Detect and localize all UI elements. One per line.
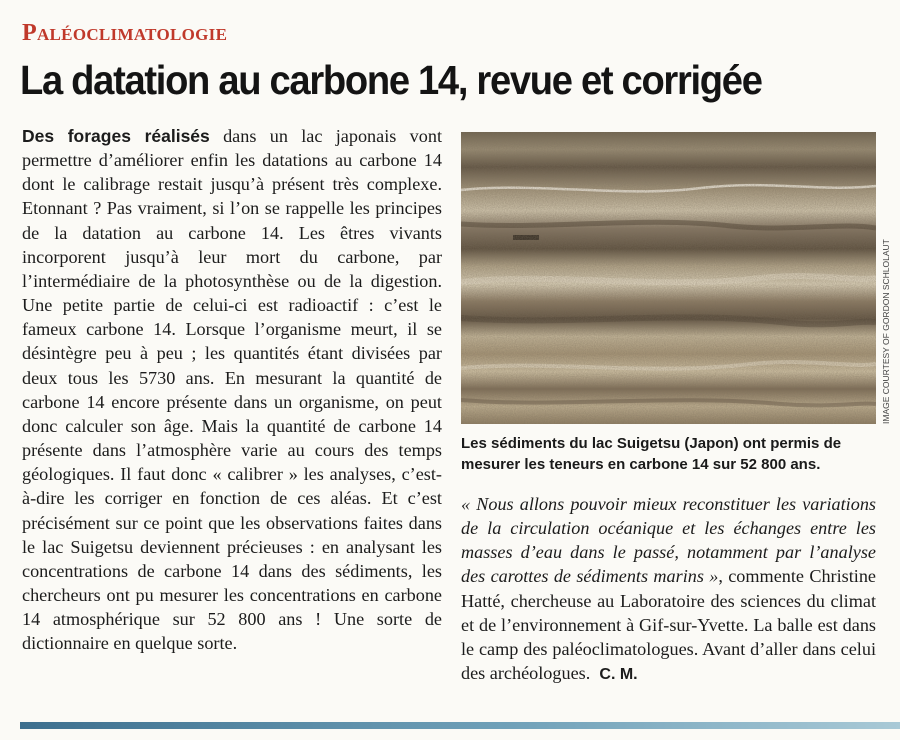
body-right-column [461,492,876,687]
body-left-column [22,124,442,655]
body-right-text: , commente Christine Hatté, chercheuse au Laboratoire des sciences du climat et de l’environnement à Gif-sur-Yvette. La balle est dans le camp des paléoclimatologues. Avant d’aller dans celui des archéologues. [461,566,877,684]
sediment-photo [461,132,876,424]
section-rubric: Paléoclimatologie [22,20,228,46]
author-signature: C. M. [599,666,638,684]
bottom-divider-bar [20,722,900,729]
lead-in: Des forages réalisés [22,126,210,146]
quote-text: « Nous allons pouvoir mieux reconstituer les variations de la circulation océanique et les échanges entre les masses d’eau dans le passé, notamment par l’analyse des carottes de sédiments marins » [461,494,876,587]
headline: La datation au carbone 14, revue et corrigée [20,57,762,103]
photo-credit-wrap [881,239,893,624]
photo-caption: Les sédiments du lac Suigetsu (Japon) ont permis de mesurer les teneurs en carbone 14 sur 52 800 ans. [461,435,842,473]
body-left-text: dans un lac japonais vont permettre d’améliorer enfin les datations au carbone 14 dont le calibrage restait jusqu’à présent très complexe. Etonnant ? Pas vraiment, si l’on se rappelle les principes de la datation au carbone 14. Les êtres vivants incorporent jusqu’à leur mort du carbone, par l’intermédiaire de la photosynthèse ou de la digestion. Une petite partie de celui-ci est radioactif : c’est le fameux carbone 14. Lorsque l’organisme meurt, il se désintègre peu à peu ; les quantités étant divisées par deux tous les 5730 ans. En mesurant la quantité de carbone 14 encore présente dans un organisme, on peut donc calculer son âge. Mais la quantité de carbone 14 présente dans l’atmosphère varie au cours des temps géologiques. Il faut donc « calibrer » les analyses, c’est-à-dire les corriger en fonction de ces aléas. Et c’est précisément sur ce point que les observations faites dans le lac Suigetsu deviennent précieuses : en analysant les concentrations de carbone 14 dans des sédiments, les chercheurs ont pu mesurer les concentrations en carbone 14 atmosphérique sur 52 800 ans ! Une sorte de dictionnaire en quelque sorte. [22,126,443,654]
photo-credit: IMAGE COURTESY OF GORDON SCHLOLAUT [881,239,891,424]
sediment-layers-image [461,132,876,424]
